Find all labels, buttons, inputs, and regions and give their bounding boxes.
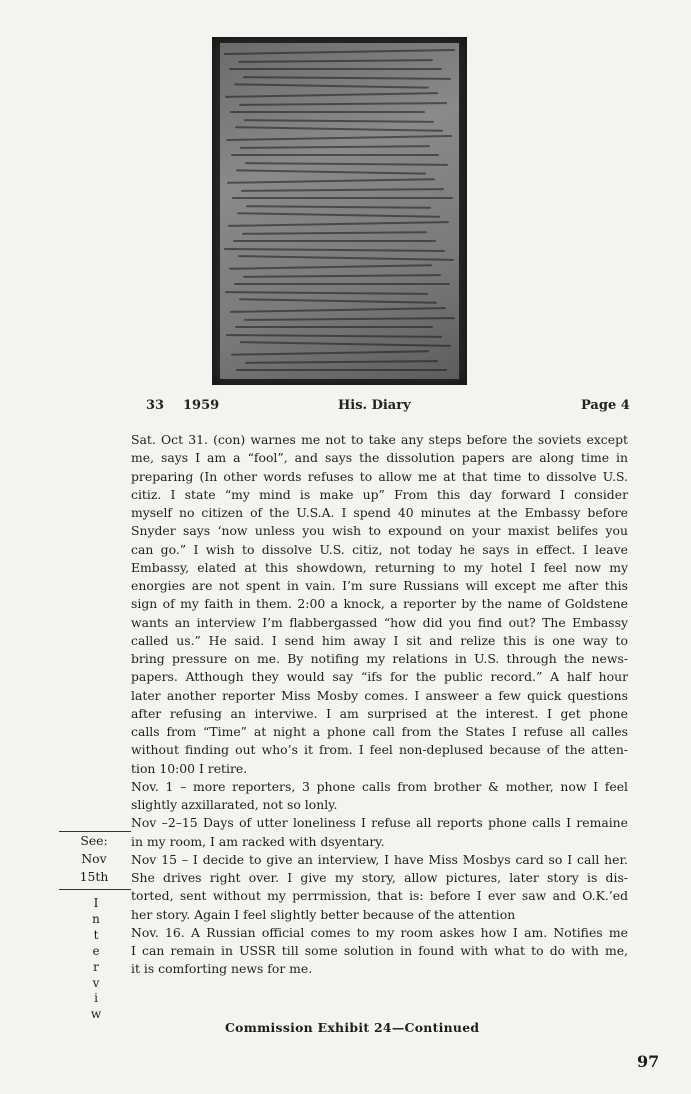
transcript-line: papers. Atthough they would say “ifs for the public record.” A half hour xyxy=(131,669,628,685)
handwriting-stroke xyxy=(235,326,433,328)
diary-transcript xyxy=(131,431,628,979)
vertical-letter: I xyxy=(93,896,99,910)
transcript-line: preparing (In other words refuses to allow me at that time to dissolve U.S. xyxy=(131,468,628,484)
vertical-letter: v xyxy=(92,975,100,990)
handwriting-stroke xyxy=(231,154,439,156)
transcript-line: Nov 15 – I decide to give an interview, I have Miss Mosbys card so I call her. xyxy=(131,851,628,867)
handwriting-stroke xyxy=(233,240,436,242)
transcript-line: Embassy, elated at this showdown, returning to my hotel I feel now my xyxy=(131,559,628,575)
diary-manuscript-photo xyxy=(212,37,467,385)
transcript-line: Nov. 1 – more reporters, 3 phone calls from brother & mother, now I feel xyxy=(131,778,628,794)
transcript-line: I can remain in USSR till some solution in found with what to do with me, xyxy=(131,943,628,958)
transcript-line: citiz. I state “my mind is make up” From this day forward I consider xyxy=(131,486,628,502)
header-year: 1959 xyxy=(183,398,220,413)
transcript-line: myself no citizen of the U.S.A. I spend 40 minutes at the Embassy before xyxy=(131,505,628,520)
header-title: His. Diary xyxy=(338,398,411,413)
margin-note-interview xyxy=(89,896,103,1023)
vertical-letter: i xyxy=(94,991,98,1006)
transcript-line: sign of my faith in them. 2:00 a knock, a reporter by the name of Goldstene xyxy=(131,596,628,612)
transcript-line: later another reporter Miss Mosby comes. I answeer a few quick questions xyxy=(131,687,628,703)
transcript-line: it is comforting news for me. xyxy=(131,961,313,977)
transcript-line: bring pressure on me. By notifing my relations in U.S. through the news- xyxy=(131,651,628,666)
transcript-line: Nov. 16. A Russian official comes to my room askes how I am. Notifies me xyxy=(131,924,628,940)
exhibit-caption xyxy=(225,1020,479,1035)
vertical-letter: r xyxy=(93,959,99,974)
handwriting-stroke xyxy=(234,283,450,285)
transcript-line: me, says I am a “fool”, and says the dissolution papers are along time in xyxy=(131,450,628,466)
handwriting-stroke xyxy=(229,68,442,70)
transcript-line: enorgies are not spent in vain. I’m sure Russians will except me after this xyxy=(131,578,628,593)
exhibit-number: 33 xyxy=(146,398,165,413)
margin-rule-bottom xyxy=(59,889,131,890)
caption-suffix: 24—Continued xyxy=(374,1020,480,1035)
caption-word-exhibit: Exhibit xyxy=(317,1020,370,1035)
transcript-line: without finding out who’s it from. I feel non-deplused because of the atten- xyxy=(131,742,628,758)
transcript-line: wants an interview I’m flabbergassed “how did you find out? The Embassy xyxy=(131,614,628,630)
transcript-line: slightly azxillarated, not so lonly. xyxy=(131,797,338,812)
vertical-letter: n xyxy=(92,911,100,926)
caption-word-commission: Commission xyxy=(225,1020,313,1035)
margin-note-see-label: See: xyxy=(80,833,108,848)
handwriting-stroke xyxy=(230,111,425,113)
transcript-line: Nov –2–15 Days of utter loneliness I refuse all reports phone calls I remaine xyxy=(131,815,628,831)
transcript-line: Sat. Oct 31. (con) warnes me not to take any steps before the soviets except xyxy=(131,432,628,447)
transcript-line: She drives right over. I give my story, allow pictures, later story is dis- xyxy=(131,870,628,885)
transcript-line: calls from “Time” at night a phone call from the States I refuse all calles xyxy=(131,724,628,739)
transcript-line: tion 10:00 I retire. xyxy=(131,760,248,776)
margin-note-see xyxy=(72,832,116,886)
transcript-line: in my room, I am racked with dsyentary. xyxy=(131,833,385,849)
transcript-line: Snyder says ‘now unless you wish to expound on your maxist belifes you xyxy=(131,523,628,539)
vertical-letter: e xyxy=(92,943,100,958)
page-number: 97 xyxy=(637,1052,660,1071)
margin-note-month: Nov xyxy=(81,851,107,866)
margin-note-date: 15th xyxy=(79,869,109,884)
transcript-line: can go.” I wish to dissolve U.S. citiz, not today he says in effect. I leave xyxy=(131,541,628,557)
handwriting-stroke xyxy=(236,369,447,371)
transcript-line: torted, sent without my perrmission, that is: before I ever saw and O.K.’ed xyxy=(131,888,628,904)
header-page-label: Page 4 xyxy=(581,398,630,413)
transcript-line: her story. Again I feel slightly better because of the attention xyxy=(131,906,516,922)
vertical-letter: t xyxy=(93,927,99,942)
transcript-line: after refusing an interviwe. I am surprised at the interest. I get phone xyxy=(131,705,628,721)
vertical-letter: w xyxy=(90,1007,102,1022)
handwriting-stroke xyxy=(232,197,453,199)
transcript-line: called us.” He said. I send him away I sit and relize this is one way to xyxy=(131,632,628,648)
